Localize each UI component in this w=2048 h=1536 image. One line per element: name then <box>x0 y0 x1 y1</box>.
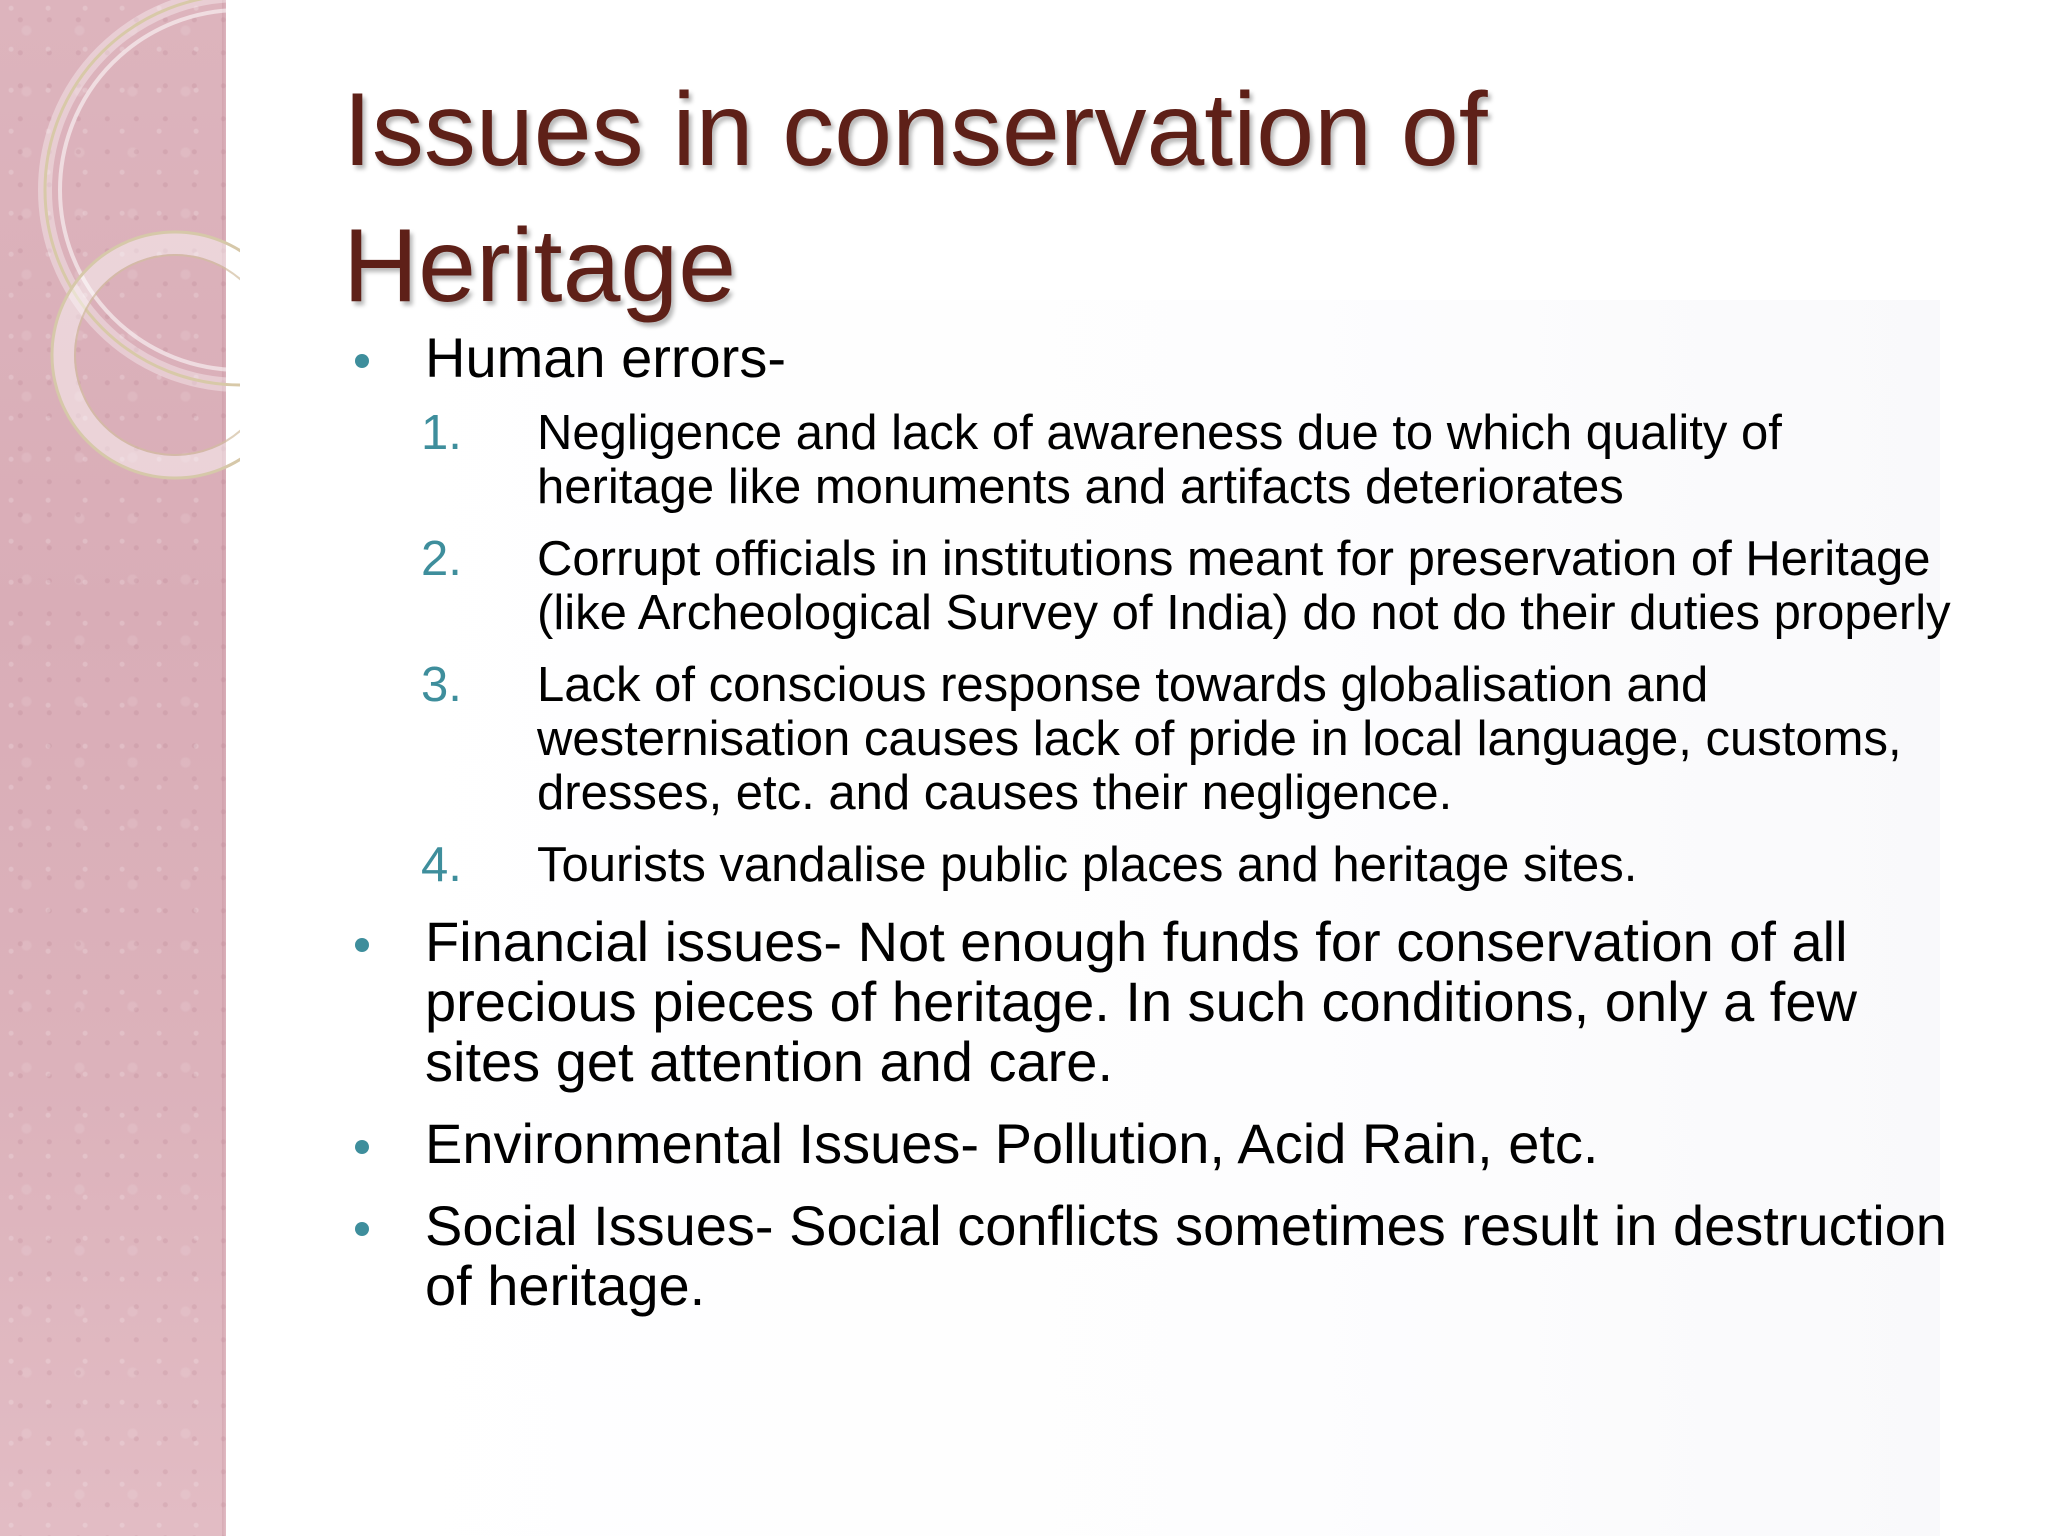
bullet-item <box>355 1196 1955 1316</box>
round-bullet-icon <box>355 354 369 368</box>
item-text: Tourists vandalise public places and heritage sites. <box>537 838 1638 892</box>
bullet-item <box>355 1114 1955 1174</box>
item-number: 3. <box>421 658 462 712</box>
round-bullet-icon <box>355 938 369 952</box>
item-text: Negligence and lack of awareness due to which quality of heritage like monuments and artifacts deteriorates <box>537 406 1782 514</box>
item-text: Corrupt officials in institutions meant for preservation of Heritage (like Archeological Survey of India) do not do their duties properly <box>537 532 1951 640</box>
numbered-item <box>355 838 1955 892</box>
item-number: 2. <box>421 532 462 586</box>
slide-title: Issues in conservation of Heritage <box>343 72 1488 324</box>
slide-body <box>355 328 1955 1316</box>
item-number: 4. <box>421 838 462 892</box>
bullet-item <box>355 912 1955 1092</box>
item-number: 1. <box>421 406 462 460</box>
numbered-item <box>355 406 1955 514</box>
bullet-text: Financial issues- Not enough funds for conservation of all precious pieces of heritage. In such conditions, only a few sites get attention and care. <box>425 910 1857 1093</box>
numbered-item <box>355 658 1955 820</box>
round-bullet-icon <box>355 1140 369 1154</box>
decorative-rings-icon <box>0 0 240 500</box>
numbered-item <box>355 532 1955 640</box>
round-bullet-icon <box>355 1222 369 1236</box>
bullet-item <box>355 328 1955 388</box>
bullet-text: Human errors- <box>425 326 786 389</box>
bullet-text: Social Issues- Social conflicts sometimes result in destruction of heritage. <box>425 1194 1947 1317</box>
bullet-text: Environmental Issues- Pollution, Acid Rain, etc. <box>425 1112 1599 1175</box>
item-text: Lack of conscious response towards globalisation and westernisation causes lack of pride in local language, customs, dresses, etc. and causes their negligence. <box>537 658 1902 820</box>
